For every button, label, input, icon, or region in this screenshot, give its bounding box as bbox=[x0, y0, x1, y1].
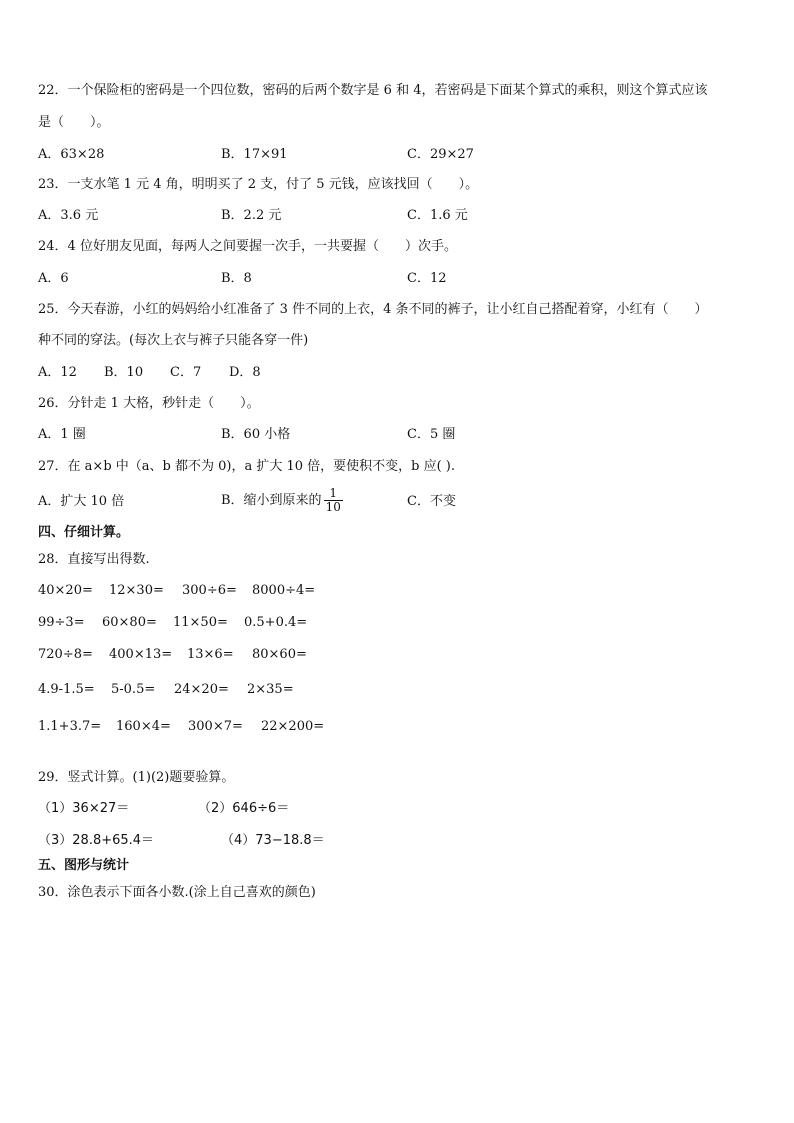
q27-text: 27．在 a×b 中（a、b 都不为 0)，a 扩大 10 倍，要使积不变，b 应( ). bbox=[38, 459, 456, 474]
q25-line2: 种不同的穿法。(每次上衣与裤子只能各穿一件) bbox=[38, 333, 309, 348]
calc-item: 24×20= bbox=[174, 682, 229, 697]
q27-option-b bbox=[221, 484, 343, 518]
q24-option-c: C．12 bbox=[407, 271, 447, 286]
calc-item: 720÷8= bbox=[38, 647, 93, 662]
q23-option-a: A．3.6 元 bbox=[38, 208, 99, 223]
calc-item: 1.1+3.7= bbox=[38, 719, 102, 734]
q25-option-b: B．10 bbox=[104, 365, 144, 380]
q28-title: 28．直接写出得数. bbox=[38, 552, 150, 567]
calc-item: 12×30= bbox=[109, 583, 164, 598]
q25-option-c: C．7 bbox=[170, 365, 202, 380]
q29-item-3: （3）28.8+65.4＝ bbox=[38, 833, 155, 848]
q22-option-a: A．63×28 bbox=[38, 147, 105, 162]
q24-option-b: B．8 bbox=[221, 271, 252, 286]
q26-option-c: C．5 圈 bbox=[407, 427, 456, 442]
q24-option-a: A．6 bbox=[38, 271, 69, 286]
q24-text: 24．4 位好朋友见面，每两人之间要握一次手，一共要握（ ）次手。 bbox=[38, 239, 457, 254]
q23-option-b: B．2.2 元 bbox=[221, 208, 282, 223]
calc-item: 400×13= bbox=[109, 647, 173, 662]
q22-option-b: B．17×91 bbox=[221, 147, 288, 162]
q27-option-b-label: B．缩小到原来的 bbox=[221, 493, 322, 508]
calc-item: 22×200= bbox=[261, 719, 325, 734]
q26-option-a: A．1 圈 bbox=[38, 427, 86, 442]
calc-item: 4.9-1.5= bbox=[38, 682, 95, 697]
calc-item: 8000÷4= bbox=[252, 583, 316, 598]
fraction-denominator: 10 bbox=[325, 500, 341, 514]
q26-option-b: B．60 小格 bbox=[221, 427, 291, 442]
calc-item: 40×20= bbox=[38, 583, 93, 598]
calc-item: 160×4= bbox=[116, 719, 171, 734]
q27-option-c: C．不变 bbox=[407, 494, 456, 509]
calc-item: 60×80= bbox=[102, 615, 157, 630]
calc-item: 11×50= bbox=[173, 615, 228, 630]
section-5-heading: 五、图形与统计 bbox=[38, 858, 130, 873]
fraction-numerator: 1 bbox=[324, 487, 343, 501]
q29-item-1: （1）36×27＝ bbox=[38, 801, 130, 816]
calc-item: 13×6= bbox=[187, 647, 234, 662]
q25-option-a: A．12 bbox=[38, 365, 77, 380]
q27-option-a: A．扩大 10 倍 bbox=[38, 494, 125, 509]
calc-item: 5-0.5= bbox=[111, 682, 156, 697]
section-4-heading: 四、仔细计算。 bbox=[38, 525, 130, 540]
q29-title: 29．竖式计算。(1)(2)题要验算。 bbox=[38, 770, 235, 785]
calc-item: 0.5+0.4= bbox=[244, 615, 308, 630]
q22-line2: 是（ ）。 bbox=[38, 115, 110, 130]
q25-option-d: D．8 bbox=[229, 365, 261, 380]
calc-item: 2×35= bbox=[247, 682, 294, 697]
q25-line1: 25．今天春游，小红的妈妈给小红准备了 3 件不同的上衣，4 条不同的裤子，让小红自己搭配着穿，小红有（ ） bbox=[38, 302, 708, 317]
q26-text: 26．分针走 1 大格，秒针走（ ）。 bbox=[38, 396, 260, 411]
calc-item: 300÷6= bbox=[182, 583, 237, 598]
calc-item: 99÷3= bbox=[38, 615, 85, 630]
q30-text: 30．涂色表示下面各小数.(涂上自己喜欢的颜色) bbox=[38, 885, 316, 900]
q23-option-c: C．1.6 元 bbox=[407, 208, 468, 223]
fraction-one-tenth bbox=[324, 487, 343, 514]
q22-option-c: C．29×27 bbox=[407, 147, 474, 162]
q23-text: 23．一支水笔 1 元 4 角，明明买了 2 支，付了 5 元钱，应该找回（ ）。 bbox=[38, 177, 479, 192]
calc-item: 300×7= bbox=[188, 719, 243, 734]
calc-item: 80×60= bbox=[252, 647, 307, 662]
q29-item-4: （4）73−18.8＝ bbox=[221, 833, 325, 848]
q29-item-2: （2）646÷6＝ bbox=[198, 801, 290, 816]
q22-line1: 22．一个保险柜的密码是一个四位数，密码的后两个数字是 6 和 4，若密码是下面某个算式的乘积，则这个算式应该 bbox=[38, 83, 708, 98]
